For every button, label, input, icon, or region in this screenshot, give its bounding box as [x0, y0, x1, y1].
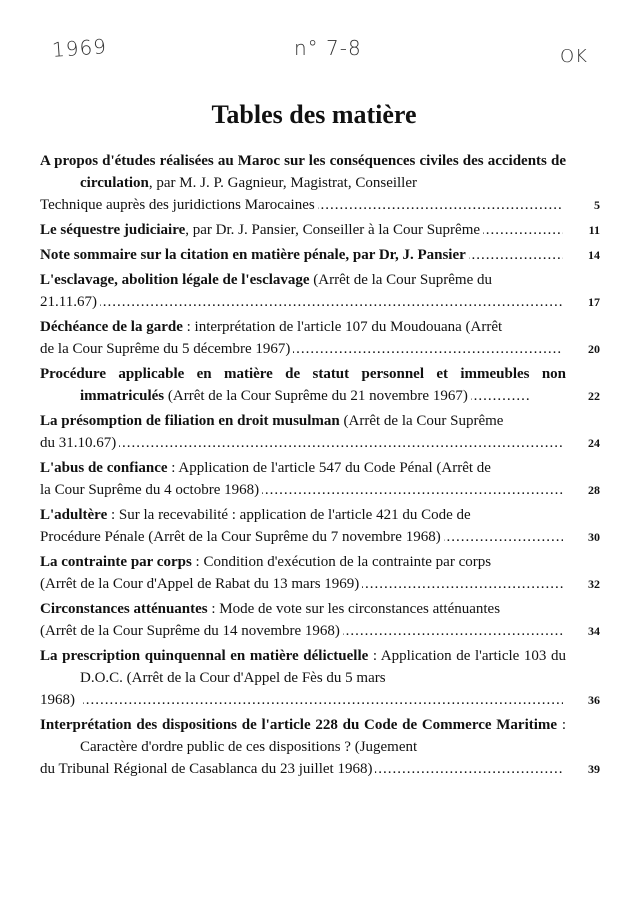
entry-text: : Condition d'exécution de la contrainte par corps	[191, 554, 492, 570]
entry-text: , par M. J. P. Gagnieur, Magistrat, Conseiller	[148, 175, 418, 191]
toc-entry	[40, 316, 600, 360]
entry-last-line: (Arrêt de la Cour d'Appel de Rabat du 13 mars 1969)	[40, 576, 360, 592]
leader-dots	[119, 432, 563, 454]
entry-title: L'esclavage, abolition légale de l'esclavage	[40, 272, 310, 288]
entry-text: : Sur la recevabilité : application de l'article 421 du Code de	[107, 507, 471, 523]
entry-title: Déchéance de la garde	[40, 319, 183, 335]
entry-text: : Caractère d'ordre public de ces dispositions ? (Jugement	[80, 717, 566, 755]
leader-dots	[362, 573, 563, 595]
entry-title: La contrainte par corps	[40, 554, 192, 570]
page-number: 28	[588, 483, 600, 497]
page-number: 5	[594, 198, 600, 212]
toc-entry	[40, 457, 600, 501]
page-number: 39	[588, 762, 600, 776]
page-number: 32	[588, 577, 600, 591]
entry-text: : Mode de vote sur les circonstances atténuantes	[207, 601, 501, 617]
entry-last-line: du Tribunal Régional de Casablanca du 23 juillet 1968)	[40, 761, 373, 777]
leader-dots	[262, 479, 563, 501]
entry-last-line: Procédure Pénale (Arrêt de la Cour Suprême du 7 novembre 1968)	[40, 529, 441, 545]
leader-dots	[444, 526, 563, 548]
leader-dots	[293, 338, 563, 360]
entry-title: La présomption de filiation en droit musulman	[40, 413, 340, 429]
entry-title: Procédure applicable en matière de statut personnel et immeubles non immatriculés	[40, 366, 566, 404]
page-number: 11	[588, 223, 600, 237]
entry-text: : Application de l'article 547 du Code Pénal (Arrêt de	[167, 460, 491, 476]
entry-last-line: (Arrêt de la Cour Suprême du 14 novembre 1968)	[40, 623, 340, 639]
entry-last-line: Note sommaire sur la citation en matière pénale, par Dr, J. Pansier	[40, 247, 466, 263]
entry-text: (Arrêt de la Cour Suprême du 21 novembre 1967)	[167, 388, 468, 404]
toc-entry	[40, 551, 600, 595]
entry-title: Le séquestre judiciaire	[40, 222, 186, 238]
leader-dots	[375, 758, 563, 780]
entry-text: (Arrêt de la Cour Suprême du	[309, 272, 492, 288]
page-number: 20	[588, 342, 600, 356]
page-title: Tables des matière	[211, 100, 417, 129]
entry-title: La prescription quinquennal en matière délictuelle	[40, 648, 369, 664]
handwritten-year: 1969	[51, 34, 108, 62]
page-number: 34	[588, 624, 600, 638]
page-number: 17	[588, 295, 600, 309]
page-number: 22	[588, 389, 600, 403]
entry-last-line: la Cour Suprême du 4 octobre 1968)	[40, 482, 260, 498]
entry-title: Circonstances atténuantes	[40, 601, 208, 617]
entry-text: (Arrêt de la Cour Suprême	[339, 413, 504, 429]
entry-last-line: 21.11.67)	[40, 294, 97, 310]
entry-last-line: Technique auprès des juridictions Marocaines	[40, 197, 315, 213]
toc-entry	[40, 504, 600, 548]
entry-last-line: de la Cour Suprême du 5 décembre 1967)	[40, 341, 291, 357]
page-number: 36	[588, 693, 600, 707]
leader-dots	[483, 219, 563, 241]
toc-entry	[40, 410, 600, 454]
toc-entry	[40, 363, 600, 407]
entry-title: L'abus de confiance	[40, 460, 168, 476]
entry-title: Interprétation des dispositions de l'article 228 du Code de Commerce Maritime	[40, 717, 558, 733]
page-number: 30	[588, 530, 600, 544]
toc-entry	[40, 150, 600, 216]
leader-dots	[469, 244, 563, 266]
handwritten-issue: n° 7-8	[294, 36, 362, 60]
leader-dots	[83, 689, 563, 711]
handwritten-mark: OK	[560, 46, 588, 67]
toc-entry	[40, 219, 600, 241]
entry-text: : interprétation de l'article 107 du Moudouana (Arrêt	[182, 319, 503, 335]
page-number: 24	[588, 436, 600, 450]
toc-entry	[40, 714, 600, 780]
leader-dots	[471, 385, 531, 407]
leader-dots	[100, 291, 563, 313]
toc-entry: La prescription quinquennal en matière délictuelle : Application de l'article 103 du D.O.C. (Arrêt de la Cour d'Appel de Fès du 5 mars 1968) ..... 36	[40, 645, 600, 711]
page-number: 14	[588, 248, 600, 262]
table-of-contents	[40, 150, 600, 783]
entry-text: : Application de l'article 103 du D.O.C. (Arrêt de la Cour d'Appel de Fès du 5 mars	[80, 648, 566, 686]
leader-dots	[318, 194, 563, 216]
entry-title: L'adultère	[40, 507, 108, 523]
leader-dots	[343, 620, 563, 642]
toc-entry	[40, 244, 600, 266]
entry-title: A propos d'études réalisées au Maroc sur les conséquences civiles des accidents de circulation	[40, 153, 566, 191]
entry-last-line: , par Dr. J. Pansier, Conseiller à la Cour Suprême	[185, 222, 481, 238]
toc-entry	[40, 598, 600, 642]
toc-entry	[40, 269, 600, 313]
entry-last-line: du 31.10.67)	[40, 435, 117, 451]
